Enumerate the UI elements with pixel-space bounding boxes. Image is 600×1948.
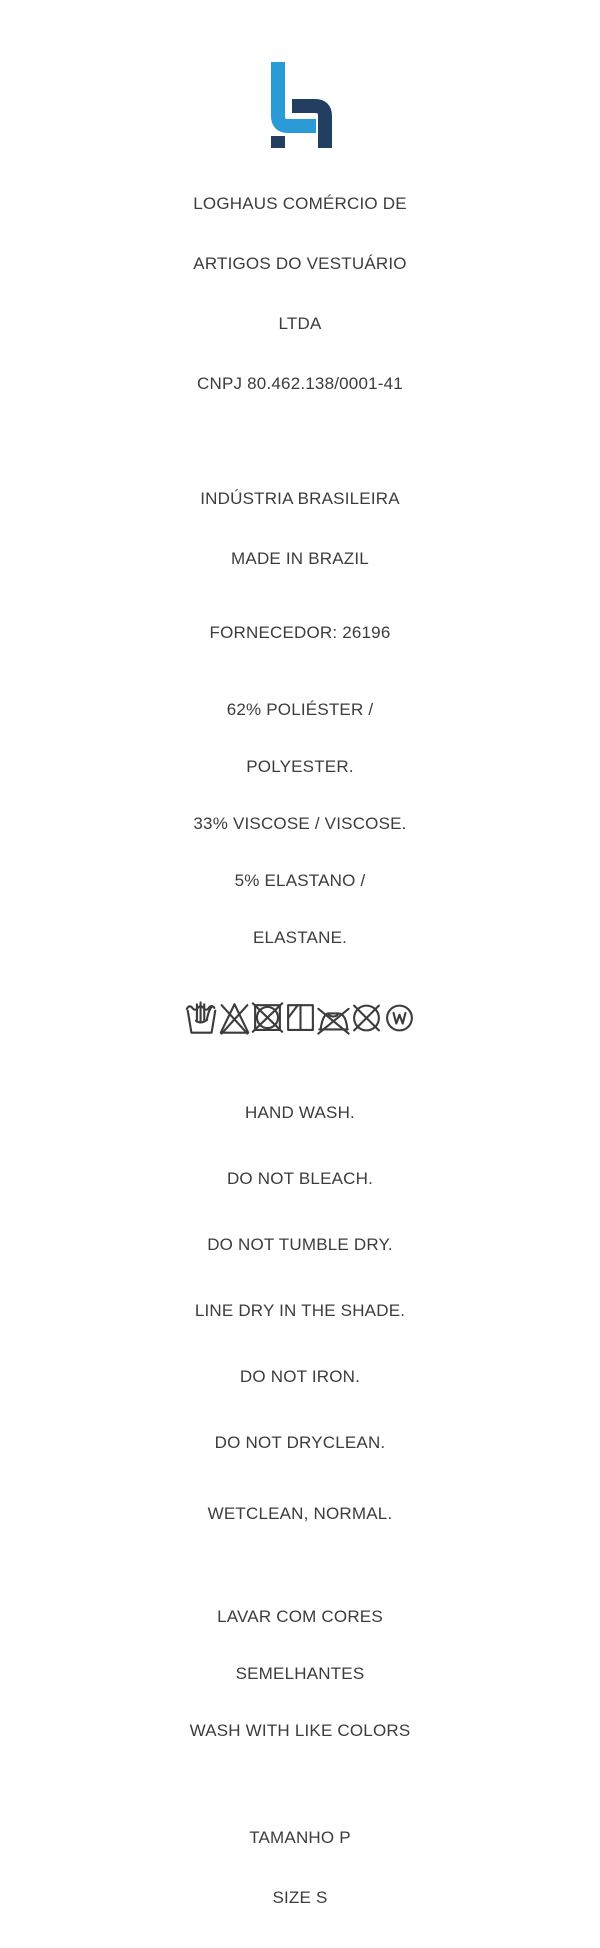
care-instructions-block (0, 1058, 600, 1569)
size-line-en: SIZE S (272, 1888, 328, 1907)
origin-block (0, 449, 600, 609)
brand-logo-h-icon (267, 60, 333, 152)
origin-line: INDÚSTRIA BRASILEIRA (200, 489, 400, 508)
care-instruction-line: DO NOT IRON. (239, 1367, 361, 1386)
company-cnpj: CNPJ 80.462.138/0001-41 (197, 374, 403, 393)
care-instruction-line: LINE DRY IN THE SHADE. (194, 1301, 406, 1320)
wash-note-block (0, 1569, 600, 1778)
composition-line: POLYESTER. (246, 757, 354, 776)
wash-note-line: LAVAR COM CORES (217, 1607, 383, 1626)
composition-line: 62% POLIÉSTER / (226, 700, 374, 719)
care-instruction-line: DO NOT TUMBLE DRY. (207, 1235, 393, 1254)
composition-block (0, 662, 600, 985)
wash-note-line: SEMELHANTES (235, 1664, 365, 1683)
do-not-dryclean-icon (350, 995, 383, 1041)
wash-note-line: WASH WITH LIKE COLORS (189, 1721, 411, 1740)
do-not-tumble-dry-icon (251, 995, 284, 1041)
care-instruction-line: WETCLEAN, NORMAL. (207, 1504, 393, 1523)
company-block (0, 154, 600, 434)
care-symbols-row (0, 995, 600, 1041)
care-instruction-line: HAND WASH. (245, 1103, 355, 1122)
composition-line: 5% ELASTANO / (234, 871, 366, 890)
company-name-line: LOGHAUS COMÉRCIO DE (193, 194, 407, 213)
hand-wash-icon (185, 995, 218, 1041)
care-instruction-line: DO NOT BLEACH. (226, 1169, 374, 1188)
do-not-iron-icon (317, 995, 350, 1041)
composition-line: ELASTANE. (252, 928, 348, 947)
size-block (0, 1788, 600, 1948)
company-name-line: LTDA (278, 314, 322, 333)
supplier-code: FORNECEDOR: 26196 (209, 623, 391, 642)
line-dry-in-the-shade-icon (284, 995, 317, 1041)
origin-line: MADE IN BRAZIL (231, 549, 369, 568)
care-instruction-line: DO NOT DRYCLEAN. (214, 1433, 386, 1452)
company-name-line: ARTIGOS DO VESTUÁRIO (193, 254, 407, 273)
do-not-bleach-icon (218, 995, 251, 1041)
composition-line: 33% VISCOSE / VISCOSE. (193, 814, 407, 833)
wetclean-normal-icon (383, 995, 416, 1041)
size-line-pt: TAMANHO P (249, 1828, 351, 1847)
